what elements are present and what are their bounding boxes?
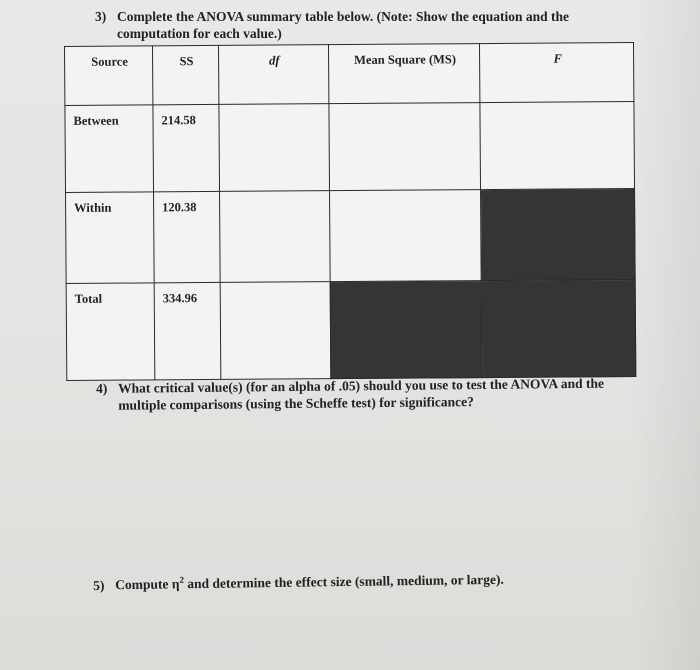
df-between-cell [219, 104, 329, 192]
ms-within-cell [329, 190, 481, 282]
df-within-cell [219, 191, 329, 283]
question-4-line-1: What critical value(s) (for an alpha of .05) should you use to test the ANOVA and the [118, 375, 605, 396]
ss-between: 214.58 [153, 104, 220, 191]
question-4-line-2: multiple comparisons (using the Scheffe test) for significance? [118, 394, 474, 413]
question-5-text-post: and determine the effect size (small, medium, or large). [183, 571, 504, 592]
source-between: Between [65, 105, 154, 193]
question-4-number: 4) [96, 380, 108, 396]
header-source: Source [65, 46, 153, 106]
question-5-text-pre: Compute η [115, 576, 180, 593]
anova-summary-table [64, 42, 636, 366]
table-header-row [65, 43, 634, 106]
ms-between-cell [329, 103, 481, 191]
question-3-line-2: computation for each value.) [117, 26, 282, 41]
question-3-number: 3) [95, 9, 107, 24]
table-row-within [66, 189, 636, 284]
question-3-line-1: Complete the ANOVA summary table below. (Note: Show the equation and the [117, 9, 570, 24]
question-5-superscript: 2 [179, 574, 184, 585]
question-3 [95, 8, 569, 42]
table-row-total [66, 280, 636, 381]
question-4 [96, 375, 604, 414]
header-ss: SS [152, 45, 218, 104]
table-row-between [65, 102, 635, 193]
source-total: Total [66, 283, 155, 381]
header-df: df [218, 45, 328, 105]
f-total-shaded-cell [481, 280, 635, 378]
ms-total-shaded-cell [330, 281, 482, 379]
source-within: Within [66, 192, 155, 284]
df-total-cell [220, 282, 330, 380]
ss-total: 334.96 [154, 282, 221, 379]
question-5-number: 5) [93, 577, 105, 593]
question-5 [93, 567, 504, 593]
header-f: F [480, 43, 634, 103]
f-within-shaded-cell [481, 189, 635, 281]
page-shadow [630, 0, 700, 670]
ss-within: 120.38 [153, 191, 220, 282]
header-mean-square: Mean Square (MS) [328, 44, 480, 104]
f-between-cell [480, 102, 634, 190]
